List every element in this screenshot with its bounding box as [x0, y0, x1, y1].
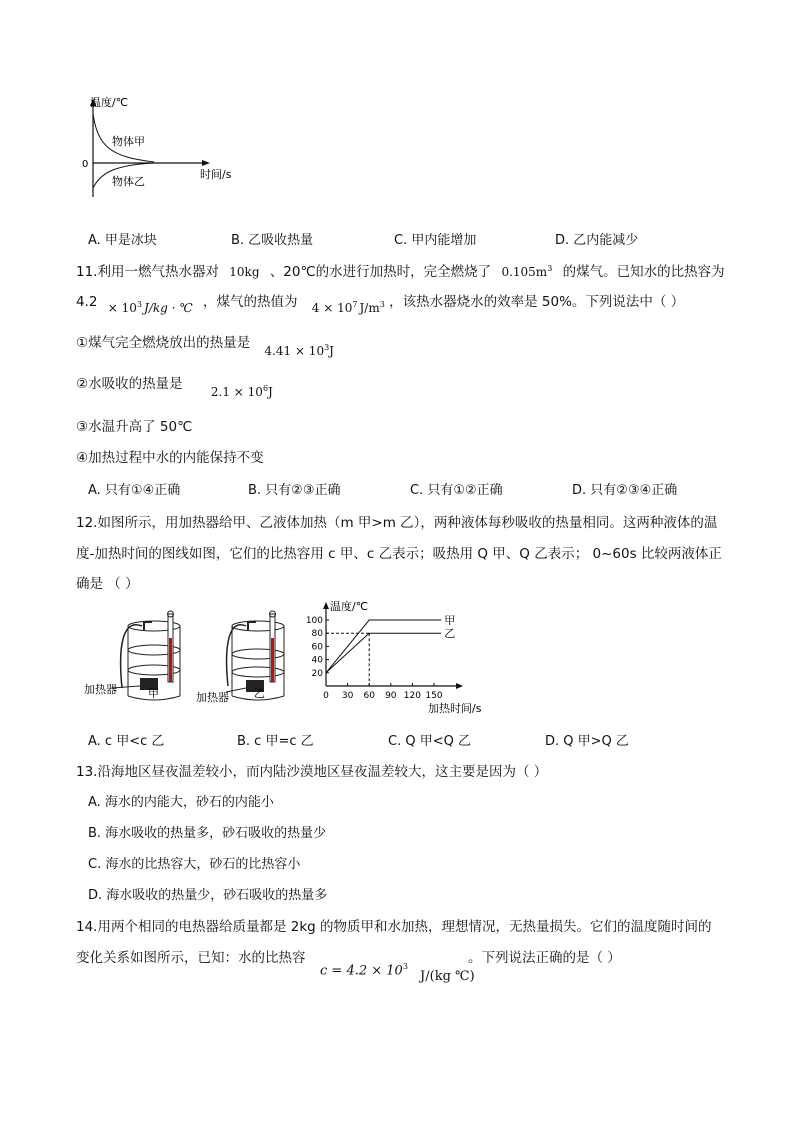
q11-option-c[interactable]: C. 只有①②正确: [410, 483, 503, 498]
graph-curve-a-label: 物体甲: [112, 135, 145, 148]
chart-y-label: 温度/℃: [330, 600, 369, 613]
q13-option-a[interactable]: A. 海水的内能大，砂石的内能小: [88, 795, 274, 810]
q11-spec-heat-unit: J/kg · ℃: [144, 301, 193, 315]
chart-y-tick-label: 40: [311, 655, 323, 666]
chart-y-arrow: [323, 602, 329, 609]
q11-statement-4: ④加热过程中水的内能保持不变: [76, 450, 264, 466]
q12-option-a[interactable]: A. c 甲<c 乙: [88, 734, 165, 749]
q14-stem-line2a: 变化关系如图所示，已知：水的比热容: [76, 950, 306, 966]
chart-series-line: [326, 620, 441, 673]
q12-apparatus-a: [82, 608, 192, 708]
q11-spec-heat-exp: 3: [136, 300, 143, 309]
q13-option-d[interactable]: D. 海水吸收的热量少，砂石吸收的热量多: [88, 888, 328, 903]
q14-formula-exp: 3: [402, 962, 408, 971]
q11-statement-2: [76, 372, 273, 399]
q11-s2-text: ②水吸收的热量是: [76, 376, 183, 392]
q11-volume-exp: 3: [547, 264, 553, 273]
q11-text: 、20℃的水进行加热时，完全燃烧了: [269, 264, 492, 280]
q11-s2-exp: 6: [262, 384, 269, 393]
q11-mass: 10kg: [229, 265, 260, 279]
q11-spec-heat-num: 4.2: [76, 294, 98, 310]
q11-s1-unit: J: [329, 344, 334, 358]
q12-heater-label-a: 加热器: [84, 683, 117, 696]
chart-x-tick-label: 30: [341, 691, 354, 701]
q11-volume: [501, 265, 552, 279]
q11-s2-unit: J: [268, 385, 273, 399]
q14-stem-line1: 14.用两个相同的电热器给质量都是 2kg 的物质甲和水加热，理想情况，无热量损失。它们的温度随时间的: [76, 919, 712, 935]
q11-text: ，该热水器烧水的效率是 50%。下列说法中（ ）: [389, 294, 685, 310]
q14-formula: [320, 962, 475, 985]
graph-x-label: 时间/s: [200, 168, 232, 181]
q10-temperature-graph: [76, 92, 256, 204]
q12-apparatus-b: [196, 608, 306, 708]
chart-y-tick-label: 60: [311, 642, 323, 653]
q12-temperature-chart: [305, 600, 508, 720]
q11-stem-line1: [76, 260, 725, 280]
chart-x-tick-label: 120: [403, 691, 421, 701]
q12-liquid-label-a: 甲: [148, 687, 159, 700]
q10-option-a[interactable]: A. 甲是冰块: [88, 233, 157, 248]
q11-volume-value: 0.105m: [501, 265, 548, 279]
chart-x-arrow: [456, 683, 463, 689]
q14-formula-unit: J/(kg ℃): [420, 969, 475, 985]
chart-series-line: [326, 633, 441, 673]
q14-stem-line2b: 。下列说法正确的是（ ）: [468, 950, 621, 966]
chart-x-tick-label: 60: [363, 691, 375, 701]
q11-s2-val: 2.1 × 10: [210, 385, 263, 399]
chart-x-tick-label: 150: [425, 691, 443, 701]
q12-option-d[interactable]: D. Q 甲>Q 乙: [545, 734, 629, 749]
q11-option-d[interactable]: D. 只有②③④正确: [572, 483, 678, 498]
q12-stem-line2: 度-加热时间的图线如图，它们的比热容用 c 甲、c 乙表示；吸热用 Q 甲、Q 乙表示； 0~60s 比较两液体正: [76, 546, 722, 562]
q10-option-b[interactable]: B. 乙吸收热量: [231, 233, 314, 248]
q11-statement-3: ③水温升高了 50℃: [76, 419, 193, 435]
q11-heat-value-unit-exp: 3: [379, 300, 385, 309]
q11-spec-heat: [108, 301, 193, 315]
chart-series-label: 甲: [444, 614, 456, 627]
q11-stem-line2: [76, 290, 684, 316]
q13-option-b[interactable]: B. 海水吸收的热量多，砂石吸收的热量少: [88, 826, 327, 841]
q11-s1-text: ①煤气完全燃烧放出的热量是: [76, 335, 251, 351]
q11-statement-1: [76, 331, 334, 358]
graph-y-label: 温度/℃: [90, 96, 129, 109]
q12-liquid-label-b: 乙: [254, 687, 265, 700]
q11-s1-value: [264, 344, 334, 358]
graph-curve-b-label: 物体乙: [112, 175, 145, 188]
q12-option-b[interactable]: B. c 甲=c 乙: [237, 734, 314, 749]
q12-heater-label-b: 加热器: [196, 691, 229, 704]
chart-y-tick-label: 20: [311, 668, 323, 679]
q12-option-c[interactable]: C. Q 甲<Q 乙: [388, 734, 471, 749]
q11-heat-value-unit: J/m: [359, 301, 380, 315]
q11-option-a[interactable]: A. 只有①④正确: [88, 483, 181, 498]
q11-text: 11.利用一燃气热水器对: [76, 264, 219, 280]
q12-stem-line3: 确是 （ ）: [76, 576, 139, 592]
q11-heat-value-val: 4 × 10: [311, 301, 353, 315]
q13-stem: 13.沿海地区昼夜温差较小，而内陆沙漠地区昼夜温差较大，这主要是因为（ ）: [76, 764, 548, 780]
chart-series-label: 乙: [444, 627, 456, 641]
chart-x-tick-label: 90: [385, 691, 397, 701]
q11-heat-value: [312, 301, 385, 315]
q11-s2-value: [211, 385, 273, 399]
q11-s1-exp: 3: [324, 343, 330, 352]
q11-s1-val: 4.41 × 10: [264, 344, 325, 358]
chart-x-tick-label: 0: [323, 691, 329, 701]
graph-origin-label: 0: [82, 159, 89, 170]
q13-option-c[interactable]: C. 海水的比热容大，砂石的比热容小: [88, 857, 301, 872]
q10-option-d[interactable]: D. 乙内能减少: [555, 233, 639, 248]
q14-formula-val: c = 4.2 × 10: [320, 963, 403, 979]
q11-text: 的煤气。已知水的比热容为: [562, 264, 725, 280]
q12-stem-line1: 12.如图所示，用加热器给甲、乙液体加热（m 甲>m 乙），两种液体每秒吸收的热量相同。这两种液体的温: [76, 515, 718, 531]
q11-spec-heat-val: × 10: [107, 301, 137, 315]
q10-option-c[interactable]: C. 甲内能增加: [394, 233, 477, 248]
q11-option-b[interactable]: B. 只有②③正确: [248, 483, 341, 498]
chart-y-tick-label: 100: [305, 616, 323, 626]
q11-heat-value-exp: 7: [352, 300, 358, 309]
chart-y-tick-label: 80: [311, 629, 323, 640]
q11-text: ，煤气的热值为: [203, 294, 298, 310]
chart-x-label: 加热时间/s: [428, 702, 482, 715]
